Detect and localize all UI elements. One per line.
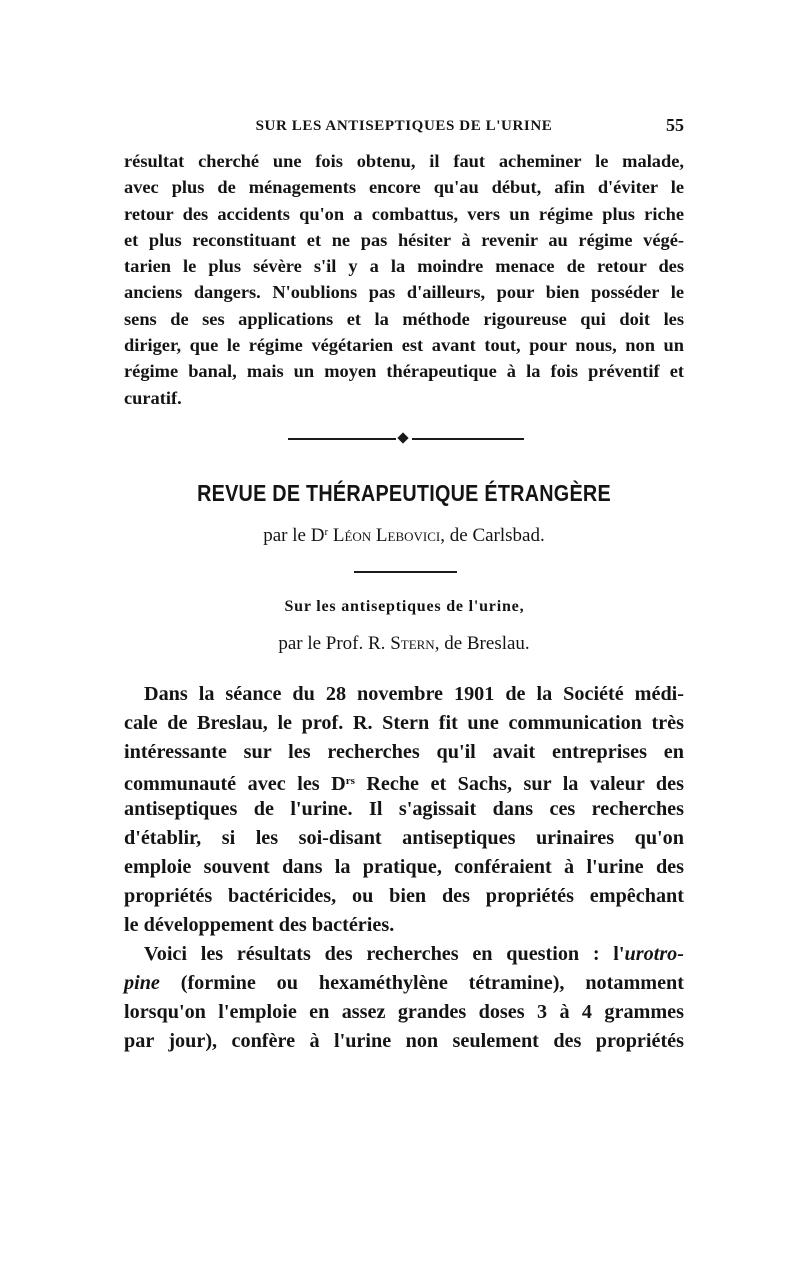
italic-term: pine — [124, 971, 160, 994]
text-line: propriétés bactéricides, ou bien des propriétés empêchant — [124, 884, 684, 907]
superscript: rs — [345, 774, 355, 787]
text-line: emploie souvent dans la pratique, conféraient à l'urine des — [124, 856, 684, 879]
article-byline — [124, 633, 684, 655]
byline-suffix: , de Breslau. — [434, 633, 530, 654]
text-line: le développement des bactéries. — [124, 913, 395, 936]
text-line: anciens dangers. N'oublions pas d'ailleurs, pour bien posséder le — [124, 282, 684, 303]
section-byline — [124, 525, 684, 547]
byline-sup: r — [324, 526, 329, 538]
text-line: retour des accidents qu'on a combattus, vers un régime plus riche — [124, 203, 684, 224]
text-span: Reche et Sachs, sur la valeur des — [354, 772, 684, 795]
text-line: d'établir, si les soi-disant antiseptiques urinaires qu'on — [124, 827, 684, 850]
text-span: communauté avec les D — [124, 772, 346, 795]
text-line: cale de Breslau, le prof. R. Stern fit une communication très — [124, 711, 684, 734]
short-divider — [354, 571, 457, 573]
text-span: Voici les résultats des recherches en question : l' — [144, 943, 625, 965]
author-name: Léon Lebovici — [332, 525, 441, 546]
byline-suffix: , de Carlsbad. — [440, 525, 545, 546]
text-line: diriger, que le régime végétarien est avant tout, pour nous, non un — [124, 335, 684, 356]
byline-prefix: par le D — [263, 525, 325, 546]
author-name: Stern — [390, 633, 435, 654]
text-line — [124, 940, 684, 969]
divider-rule-left — [288, 438, 396, 440]
text-line: régime banal, mais un moyen thérapeutique à la fois préventif et — [124, 361, 684, 382]
byline-prefix: par le Prof. R. — [278, 633, 391, 654]
paragraph-results — [124, 940, 684, 1055]
text-line: intéressante sur les recherches qu'il avait entreprises en — [124, 740, 684, 763]
page-number: 55 — [666, 115, 684, 135]
running-header — [124, 115, 684, 139]
text-line: antiseptiques de l'urine. Il s'agissait dans ces recherches — [124, 798, 684, 821]
text-line: tarien le plus sévère s'il y a la moindre menace de retour des — [124, 256, 684, 277]
diamond-ornament-icon — [397, 432, 408, 443]
running-title: SUR LES ANTISEPTIQUES DE L'URINE — [255, 118, 553, 134]
text-line — [124, 767, 684, 796]
text-line: sens de ses applications et la méthode rigoureuse qui doit les — [124, 308, 684, 329]
paragraph-continuation — [124, 148, 684, 411]
section-title: REVUE DE THÉRAPEUTIQUE ÉTRANGÈRE — [197, 480, 611, 506]
text-line: curatif. — [124, 387, 182, 408]
article-title-text: Sur les antiseptiques de l'urine — [284, 598, 520, 615]
text-line: lorsqu'on l'emploie en assez grandes doses 3 à 4 grammes — [124, 1000, 684, 1023]
italic-term: urotro- — [624, 943, 684, 965]
paragraph-intro — [124, 680, 684, 940]
text-line: par jour), confère à l'urine non seulement des propriétés — [124, 1029, 684, 1052]
text-line — [124, 969, 684, 998]
divider-rule-right — [412, 438, 524, 440]
text-line: et plus reconstituant et ne pas hésiter à revenir au régime végé- — [124, 229, 684, 250]
text-span: (formine ou hexaméthylène tétramine), notamment — [159, 971, 684, 994]
article-title-punct: , — [519, 598, 524, 615]
fleuron-divider — [288, 433, 524, 445]
text-line: avec plus de ménagements encore qu'au début, afin d'éviter le — [124, 177, 684, 198]
article-title — [124, 598, 684, 616]
text-line: résultat cherché une fois obtenu, il faut acheminer le malade, — [124, 151, 684, 171]
text-line: Dans la séance du 28 novembre 1901 de la Société médi- — [144, 683, 684, 705]
